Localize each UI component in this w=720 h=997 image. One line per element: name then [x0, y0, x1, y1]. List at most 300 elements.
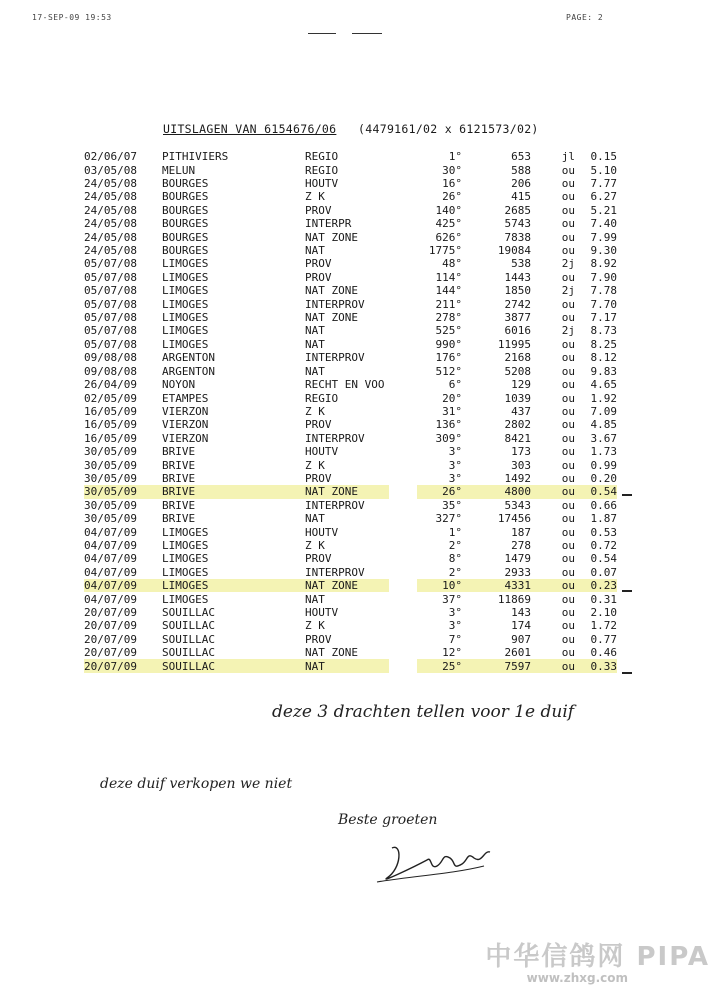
cell-coef: 2.10 — [590, 606, 617, 620]
cell-type: PROV — [305, 270, 332, 284]
cell-date: 05/07/08 — [84, 257, 137, 271]
cell-type: NAT — [305, 244, 325, 258]
cell-place: SOUILLAC — [162, 632, 215, 646]
cell-place: LIMOGES — [162, 579, 305, 592]
cell-count: 5743 — [504, 217, 531, 231]
cell-ou: ou — [561, 592, 575, 606]
cell-place: LIMOGES — [162, 565, 209, 579]
table-row — [84, 485, 617, 498]
cell-coef: 0.66 — [590, 498, 617, 512]
cell-date: 05/07/08 — [84, 337, 137, 351]
cell-coef: 8.92 — [590, 257, 617, 271]
cell-ou: jl — [561, 150, 575, 164]
cell-count: 7597 — [462, 659, 531, 672]
cell-count: 173 — [511, 445, 531, 459]
cell-ou: 2j — [561, 257, 575, 271]
cell-type: INTERPROV — [305, 351, 365, 365]
cell-date: 04/07/09 — [84, 565, 137, 579]
cell-place: ARGENTON — [162, 351, 215, 365]
cell-count: 1850 — [504, 284, 531, 298]
cell-count: 4331 — [462, 579, 531, 592]
cell-place: LIMOGES — [162, 270, 209, 284]
cell-type: PROV — [305, 418, 332, 432]
cell-rank: 48° — [442, 257, 462, 271]
cell-count: 4800 — [462, 485, 531, 498]
cell-type: Z K — [305, 619, 325, 633]
cell-rank: 8° — [448, 552, 462, 566]
cell-place: ETAMPES — [162, 391, 209, 405]
cell-place: LIMOGES — [162, 337, 209, 351]
cell-coef: 1.73 — [590, 445, 617, 459]
cell-type: PROV — [305, 632, 332, 646]
separator-dash — [352, 33, 382, 34]
cell-count: 2168 — [504, 351, 531, 365]
table-row — [84, 566, 617, 579]
cell-ou: ou — [561, 552, 575, 566]
cell-date: 24/05/08 — [84, 177, 137, 191]
cell-ou: ou — [561, 632, 575, 646]
cell-coef: 0.15 — [590, 150, 617, 164]
cell-count: 1443 — [504, 270, 531, 284]
cell-coef: 0.77 — [590, 632, 617, 646]
cell-type: NAT ZONE — [305, 230, 358, 244]
cell-rank: 1° — [448, 525, 462, 539]
cell-date: 05/07/08 — [84, 324, 137, 338]
cell-rank: 3° — [448, 471, 462, 485]
cell-ou: ou — [561, 418, 575, 432]
cell-coef: 0.99 — [590, 458, 617, 472]
table-row — [84, 217, 617, 230]
cell-rank: 2° — [448, 565, 462, 579]
table-row — [84, 432, 617, 445]
cell-rank: 626° — [435, 230, 462, 244]
cell-rank: 512° — [435, 364, 462, 378]
hand-arrow-mark — [622, 494, 632, 496]
cell-ou: ou — [561, 311, 575, 325]
cell-date: 24/05/08 — [84, 230, 137, 244]
cell-count: 1492 — [504, 471, 531, 485]
cell-date: 04/07/09 — [84, 538, 137, 552]
cell-coef: 0.20 — [590, 471, 617, 485]
cell-date: 02/05/09 — [84, 391, 137, 405]
cell-ou: ou — [561, 646, 575, 660]
cell-place: LIMOGES — [162, 552, 209, 566]
cell-ou: ou — [531, 579, 575, 592]
cell-type: NAT — [305, 592, 325, 606]
cell-place: BRIVE — [162, 471, 196, 485]
table-row — [84, 472, 617, 485]
cell-type: Z K — [305, 190, 325, 204]
cell-date: 20/07/09 — [84, 619, 137, 633]
handwritten-note-verkopen: deze duif verkopen we niet — [100, 776, 293, 792]
cell-rank: 136° — [435, 418, 462, 432]
cell-ou: ou — [561, 404, 575, 418]
cell-rank: 144° — [435, 284, 462, 298]
cell-ou: ou — [561, 203, 575, 217]
cell-ou: ou — [561, 606, 575, 620]
cell-rank: 20° — [442, 391, 462, 405]
table-row — [84, 190, 617, 203]
table-row — [84, 324, 617, 337]
cell-count: 11869 — [497, 592, 531, 606]
hand-arrow-mark — [622, 590, 632, 592]
table-row — [84, 177, 617, 190]
cell-place: SOUILLAC — [162, 619, 215, 633]
table-row — [84, 633, 617, 646]
cell-rank: 7° — [448, 632, 462, 646]
cell-coef: 1.87 — [590, 512, 617, 526]
cell-ou: ou — [561, 230, 575, 244]
cell-place: BOURGES — [162, 203, 209, 217]
cell-rank: 3° — [448, 606, 462, 620]
cell-place: BOURGES — [162, 190, 209, 204]
cell-count: 278 — [511, 538, 531, 552]
cell-type: PROV — [305, 257, 332, 271]
cell-count: 538 — [511, 257, 531, 271]
table-row — [84, 244, 617, 257]
cell-place: BOURGES — [162, 217, 209, 231]
cell-coef: 7.99 — [590, 230, 617, 244]
cell-type: REGIO — [305, 150, 339, 164]
cell-coef: 0.72 — [590, 538, 617, 552]
separator-dash — [308, 33, 336, 34]
cell-count: 2933 — [504, 565, 531, 579]
cell-coef: 0.31 — [590, 592, 617, 606]
cell-rank: 31° — [442, 404, 462, 418]
cell-type: NAT ZONE — [305, 311, 358, 325]
cell-count: 2685 — [504, 203, 531, 217]
cell-rank: 2° — [448, 538, 462, 552]
cell-type: HOUTV — [305, 606, 339, 620]
handwritten-greeting: Beste groeten — [338, 812, 438, 828]
cell-rank: 114° — [435, 270, 462, 284]
cell-coef: 0.07 — [590, 565, 617, 579]
cell-coef: 7.77 — [590, 177, 617, 191]
cell-count: 5208 — [504, 364, 531, 378]
cell-type: REGIO — [305, 163, 339, 177]
cell-type: NAT ZONE — [305, 646, 358, 660]
cell-ou: ou — [561, 471, 575, 485]
cell-type: INTERPROV — [305, 565, 365, 579]
cell-date: 30/05/09 — [84, 512, 137, 526]
table-row — [84, 297, 617, 310]
cell-ou: ou — [531, 659, 575, 672]
cell-count: 2601 — [504, 646, 531, 660]
cell-type: HOUTV — [305, 177, 339, 191]
cell-date: 03/05/08 — [84, 163, 137, 177]
cell-count: 129 — [511, 378, 531, 392]
cell-rank: 525° — [435, 324, 462, 338]
table-row — [84, 619, 617, 632]
cell-place: SOUILLAC — [162, 659, 305, 672]
table-row — [84, 271, 617, 284]
document-title — [163, 122, 539, 136]
handwritten-note-drachten: deze 3 drachten tellen voor 1e duif — [272, 702, 575, 722]
cell-rank: 12° — [442, 646, 462, 660]
cell-rank: 278° — [435, 311, 462, 325]
cell-rank: 3° — [448, 445, 462, 459]
table-row — [84, 499, 617, 512]
cell-count: 17456 — [497, 512, 531, 526]
cell-place: MELUN — [162, 163, 196, 177]
table-row — [84, 552, 617, 565]
cell-date: 16/05/09 — [84, 404, 137, 418]
cell-count: 7838 — [504, 230, 531, 244]
cell-date: 04/07/09 — [84, 592, 137, 606]
fax-date-header: 17-SEP-09 19:53 — [32, 13, 112, 22]
cell-type: PROV — [305, 203, 332, 217]
table-row — [84, 204, 617, 217]
cell-ou: ou — [561, 512, 575, 526]
cell-coef: 7.40 — [590, 217, 617, 231]
cell-ou: ou — [561, 525, 575, 539]
cell-rank: 26° — [442, 190, 462, 204]
cell-type: REGIO — [305, 391, 339, 405]
cell-date: 04/07/09 — [84, 579, 162, 592]
cell-date: 02/06/07 — [84, 150, 137, 164]
cell-type: NAT — [305, 324, 325, 338]
cell-type: HOUTV — [305, 445, 339, 459]
title-main: UITSLAGEN VAN 6154676/06 — [163, 122, 337, 136]
cell-coef: 0.54 — [575, 485, 617, 498]
cell-type: INTERPROV — [305, 498, 365, 512]
cell-coef: 6.27 — [590, 190, 617, 204]
table-row — [84, 365, 617, 378]
cell-type: Z K — [305, 538, 325, 552]
cell-date: 30/05/09 — [84, 445, 137, 459]
cell-rank: 26° — [417, 485, 462, 498]
cell-coef: 7.78 — [590, 284, 617, 298]
cell-coef: 3.67 — [590, 431, 617, 445]
table-row — [84, 284, 617, 297]
cell-rank: 1° — [448, 150, 462, 164]
cell-ou: ou — [561, 458, 575, 472]
cell-count: 174 — [511, 619, 531, 633]
cell-date: 20/07/09 — [84, 646, 137, 660]
table-row — [84, 230, 617, 243]
cell-ou: ou — [561, 217, 575, 231]
cell-place: VIERZON — [162, 404, 209, 418]
table-row — [84, 646, 617, 659]
cell-date: 09/08/08 — [84, 351, 137, 365]
cell-coef: 7.70 — [590, 297, 617, 311]
table-row — [84, 592, 617, 605]
cell-coef: 0.46 — [590, 646, 617, 660]
cell-ou: ou — [561, 445, 575, 459]
cell-place: LIMOGES — [162, 311, 209, 325]
cell-ou: ou — [561, 391, 575, 405]
cell-type: PROV — [305, 471, 332, 485]
cell-count: 187 — [511, 525, 531, 539]
cell-rank: 309° — [435, 431, 462, 445]
cell-count: 206 — [511, 177, 531, 191]
cell-rank: 6° — [448, 378, 462, 392]
cell-date: 04/07/09 — [84, 552, 137, 566]
cell-count: 653 — [511, 150, 531, 164]
cell-type: NAT — [305, 364, 325, 378]
cell-coef: 7.09 — [590, 404, 617, 418]
cell-date: 26/04/09 — [84, 378, 137, 392]
table-row — [84, 351, 617, 364]
cell-place: LIMOGES — [162, 324, 209, 338]
cell-rank: 990° — [435, 337, 462, 351]
cell-type: INTERPR — [305, 217, 352, 231]
cell-ou: ou — [561, 337, 575, 351]
cell-rank: 176° — [435, 351, 462, 365]
cell-coef: 0.33 — [575, 659, 617, 672]
cell-coef: 5.21 — [590, 203, 617, 217]
table-row — [84, 579, 617, 592]
cell-coef: 9.83 — [590, 364, 617, 378]
cell-rank: 25° — [417, 659, 462, 672]
cell-count: 2742 — [504, 297, 531, 311]
hand-arrow-mark — [622, 672, 632, 674]
cell-place: LIMOGES — [162, 592, 209, 606]
table-row — [84, 163, 617, 176]
watermark-url: www.zhxg.com — [526, 971, 628, 985]
cell-ou: ou — [561, 364, 575, 378]
cell-type: NAT ZONE — [305, 284, 358, 298]
cell-type: INTERPROV — [305, 431, 365, 445]
fax-page-number: PAGE: 2 — [566, 13, 604, 22]
cell-date: 30/05/09 — [84, 458, 137, 472]
cell-place: LIMOGES — [162, 297, 209, 311]
table-row — [84, 659, 617, 672]
cell-date: 04/07/09 — [84, 525, 137, 539]
cell-ou: ou — [561, 190, 575, 204]
table-row — [84, 391, 617, 404]
table-row — [84, 378, 617, 391]
signature — [372, 838, 502, 888]
cell-rank: 3° — [448, 619, 462, 633]
cell-rank: 327° — [435, 512, 462, 526]
table-row — [84, 525, 617, 538]
cell-count: 437 — [511, 404, 531, 418]
cell-date: 24/05/08 — [84, 203, 137, 217]
cell-place: SOUILLAC — [162, 646, 215, 660]
cell-rank: 16° — [442, 177, 462, 191]
cell-ou: ou — [531, 485, 575, 498]
cell-count: 19084 — [497, 244, 531, 258]
cell-rank: 140° — [435, 203, 462, 217]
watermark-logo: 中华信鸽网 PIPA — [485, 942, 710, 972]
cell-coef: 1.92 — [590, 391, 617, 405]
cell-place: LIMOGES — [162, 538, 209, 552]
cell-place: ARGENTON — [162, 364, 215, 378]
cell-place: BRIVE — [162, 485, 305, 498]
cell-date: 05/07/08 — [84, 311, 137, 325]
title-parents: (4479161/02 x 6121573/02) — [358, 122, 539, 136]
cell-date: 20/07/09 — [84, 659, 162, 672]
cell-ou: 2j — [561, 284, 575, 298]
cell-coef: 8.25 — [590, 337, 617, 351]
cell-type: NAT ZONE — [305, 485, 417, 498]
cell-date: 20/07/09 — [84, 606, 137, 620]
cell-place: BOURGES — [162, 230, 209, 244]
cell-type: NAT ZONE — [305, 579, 417, 592]
table-row — [84, 539, 617, 552]
cell-place: LIMOGES — [162, 284, 209, 298]
cell-type: NAT — [305, 337, 325, 351]
cell-coef: 8.12 — [590, 351, 617, 365]
cell-rank: 37° — [442, 592, 462, 606]
cell-type: Z K — [305, 404, 325, 418]
cell-coef: 9.30 — [590, 244, 617, 258]
cell-coef: 0.23 — [575, 579, 617, 592]
cell-count: 415 — [511, 190, 531, 204]
table-row — [84, 458, 617, 471]
cell-count: 6016 — [504, 324, 531, 338]
cell-rank: 425° — [435, 217, 462, 231]
cell-ou: ou — [561, 163, 575, 177]
cell-type: INTERPROV — [305, 297, 365, 311]
cell-type: HOUTV — [305, 525, 339, 539]
cell-coef: 7.17 — [590, 311, 617, 325]
cell-ou: ou — [561, 538, 575, 552]
cell-date: 09/08/08 — [84, 364, 137, 378]
cell-count: 5343 — [504, 498, 531, 512]
cell-coef: 4.85 — [590, 418, 617, 432]
table-row — [84, 405, 617, 418]
cell-count: 1039 — [504, 391, 531, 405]
cell-count: 907 — [511, 632, 531, 646]
cell-ou: ou — [561, 244, 575, 258]
cell-date: 30/05/09 — [84, 471, 137, 485]
cell-rank: 3° — [448, 458, 462, 472]
cell-ou: ou — [561, 498, 575, 512]
cell-date: 16/05/09 — [84, 431, 137, 445]
cell-place: PITHIVIERS — [162, 150, 229, 164]
cell-type: NAT — [305, 659, 417, 672]
cell-coef: 4.65 — [590, 378, 617, 392]
cell-count: 11995 — [497, 337, 531, 351]
cell-type: Z K — [305, 458, 325, 472]
cell-ou: ou — [561, 351, 575, 365]
cell-coef: 1.72 — [590, 619, 617, 633]
cell-ou: ou — [561, 177, 575, 191]
table-row — [84, 338, 617, 351]
cell-rank: 30° — [442, 163, 462, 177]
cell-coef: 8.73 — [590, 324, 617, 338]
table-row — [84, 257, 617, 270]
table-row — [84, 445, 617, 458]
cell-count: 2802 — [504, 418, 531, 432]
cell-coef: 0.53 — [590, 525, 617, 539]
cell-place: BOURGES — [162, 244, 209, 258]
cell-rank: 10° — [417, 579, 462, 592]
cell-place: BRIVE — [162, 512, 196, 526]
cell-count: 8421 — [504, 431, 531, 445]
cell-count: 1479 — [504, 552, 531, 566]
cell-ou: ou — [561, 619, 575, 633]
cell-date: 05/07/08 — [84, 284, 137, 298]
table-row — [84, 311, 617, 324]
cell-date: 05/07/08 — [84, 270, 137, 284]
cell-date: 16/05/09 — [84, 418, 137, 432]
cell-place: SOUILLAC — [162, 606, 215, 620]
cell-rank: 35° — [442, 498, 462, 512]
cell-rank: 211° — [435, 297, 462, 311]
cell-date: 30/05/09 — [84, 485, 162, 498]
cell-place: NOYON — [162, 378, 196, 392]
cell-ou: ou — [561, 565, 575, 579]
cell-count: 3877 — [504, 311, 531, 325]
table-row — [84, 512, 617, 525]
cell-date: 30/05/09 — [84, 498, 137, 512]
cell-ou: 2j — [561, 324, 575, 338]
cell-coef: 5.10 — [590, 163, 617, 177]
cell-ou: ou — [561, 270, 575, 284]
